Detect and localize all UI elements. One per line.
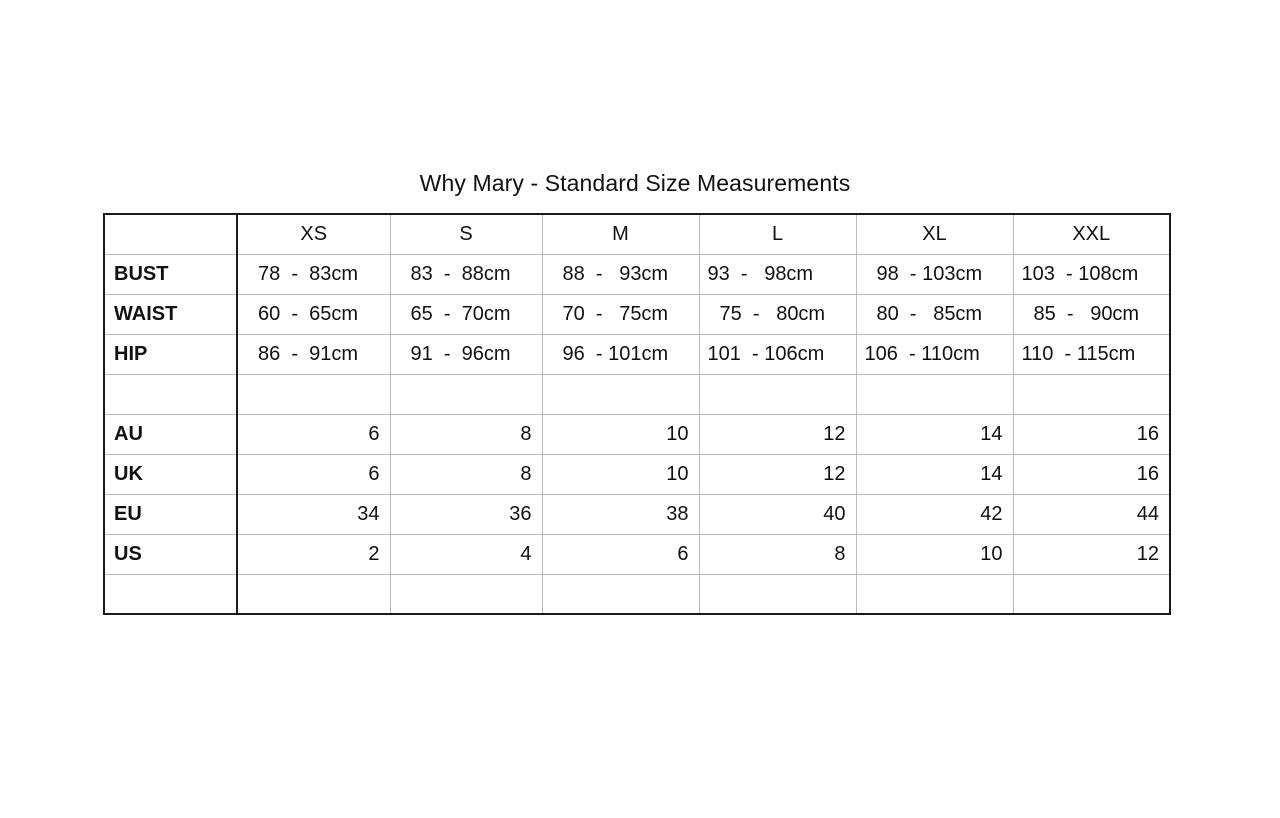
- spacer-row: [104, 574, 1170, 614]
- empty-cell: [699, 574, 856, 614]
- header-row: [104, 214, 1170, 254]
- table-cell: 103 - 108cm: [1013, 254, 1170, 294]
- empty-cell: [390, 574, 542, 614]
- table-cell: 60 - 65cm: [237, 294, 390, 334]
- table-cell: 12: [1013, 534, 1170, 574]
- empty-cell: [856, 374, 1013, 414]
- table-cell: 93 - 98cm: [699, 254, 856, 294]
- bust-row: [104, 254, 1170, 294]
- us-row: [104, 534, 1170, 574]
- uk-row: [104, 454, 1170, 494]
- row-label: HIP: [104, 334, 237, 374]
- table-cell: 70 - 75cm: [542, 294, 699, 334]
- table-cell: 83 - 88cm: [390, 254, 542, 294]
- table-cell: 80 - 85cm: [856, 294, 1013, 334]
- table-cell: 12: [699, 414, 856, 454]
- empty-cell: [104, 374, 237, 414]
- table-cell: 16: [1013, 414, 1170, 454]
- table-cell: 42: [856, 494, 1013, 534]
- table-cell: 6: [542, 534, 699, 574]
- table-cell: 38: [542, 494, 699, 534]
- row-label: WAIST: [104, 294, 237, 334]
- row-label: AU: [104, 414, 237, 454]
- corner-cell: [104, 214, 237, 254]
- size-measurements-table: [103, 213, 1171, 615]
- table-cell: 106 - 110cm: [856, 334, 1013, 374]
- row-label: EU: [104, 494, 237, 534]
- eu-row: [104, 494, 1170, 534]
- table-cell: 98 - 103cm: [856, 254, 1013, 294]
- table-cell: 91 - 96cm: [390, 334, 542, 374]
- chart-title: Why Mary - Standard Size Measurements: [419, 170, 851, 196]
- table-cell: 85 - 90cm: [1013, 294, 1170, 334]
- row-label: UK: [104, 454, 237, 494]
- size-header-xs: XS: [237, 214, 390, 254]
- table-cell: 6: [237, 454, 390, 494]
- table-cell: 8: [390, 414, 542, 454]
- size-header-s: S: [390, 214, 542, 254]
- table-cell: 110 - 115cm: [1013, 334, 1170, 374]
- empty-cell: [390, 374, 542, 414]
- table-cell: 4: [390, 534, 542, 574]
- table-cell: 10: [542, 454, 699, 494]
- table-cell: 14: [856, 454, 1013, 494]
- table-cell: 75 - 80cm: [699, 294, 856, 334]
- table-cell: 8: [390, 454, 542, 494]
- table-cell: 40: [699, 494, 856, 534]
- empty-cell: [699, 374, 856, 414]
- size-header-xxl: XXL: [1013, 214, 1170, 254]
- table-cell: 36: [390, 494, 542, 534]
- empty-cell: [1013, 374, 1170, 414]
- table-cell: 34: [237, 494, 390, 534]
- empty-cell: [104, 574, 237, 614]
- empty-cell: [237, 374, 390, 414]
- row-label: US: [104, 534, 237, 574]
- table-cell: 88 - 93cm: [542, 254, 699, 294]
- table-cell: 65 - 70cm: [390, 294, 542, 334]
- au-row: [104, 414, 1170, 454]
- table-cell: 78 - 83cm: [237, 254, 390, 294]
- empty-cell: [237, 574, 390, 614]
- table-cell: 86 - 91cm: [237, 334, 390, 374]
- empty-cell: [856, 574, 1013, 614]
- spacer-row: [104, 374, 1170, 414]
- table-cell: 12: [699, 454, 856, 494]
- table-cell: 14: [856, 414, 1013, 454]
- empty-cell: [542, 574, 699, 614]
- table-cell: 10: [542, 414, 699, 454]
- table-cell: 10: [856, 534, 1013, 574]
- table-cell: 2: [237, 534, 390, 574]
- row-label: BUST: [104, 254, 237, 294]
- size-header-xl: XL: [856, 214, 1013, 254]
- table-cell: 101 - 106cm: [699, 334, 856, 374]
- empty-cell: [1013, 574, 1170, 614]
- empty-cell: [542, 374, 699, 414]
- table-cell: 96 - 101cm: [542, 334, 699, 374]
- table-cell: 6: [237, 414, 390, 454]
- hip-row: [104, 334, 1170, 374]
- size-header-l: L: [699, 214, 856, 254]
- table-cell: 44: [1013, 494, 1170, 534]
- table-cell: 8: [699, 534, 856, 574]
- waist-row: [104, 294, 1170, 334]
- table-cell: 16: [1013, 454, 1170, 494]
- size-header-m: M: [542, 214, 699, 254]
